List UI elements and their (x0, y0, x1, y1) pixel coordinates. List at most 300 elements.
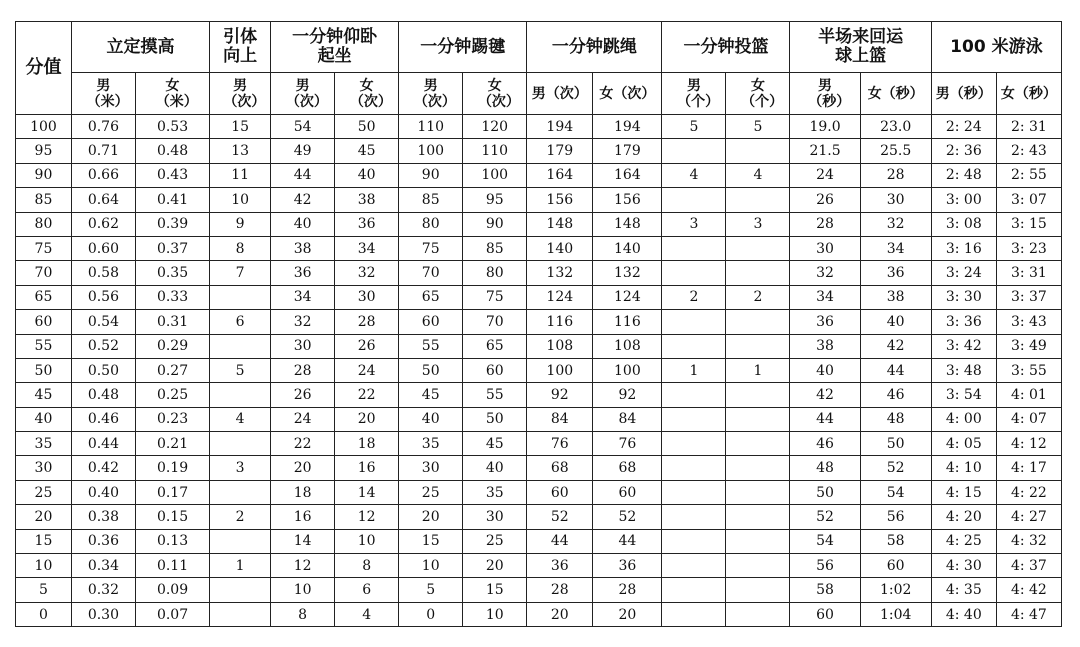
value-cell (726, 383, 790, 407)
header-sub-8 (593, 73, 662, 115)
value-cell: 7 (210, 261, 271, 285)
score-cell: 45 (16, 383, 72, 407)
table-row (16, 407, 1062, 431)
value-cell (726, 407, 790, 431)
value-cell: 0.42 (71, 456, 135, 480)
value-cell: 60 (399, 310, 463, 334)
value-cell: 108 (593, 334, 662, 358)
table-row (16, 261, 1062, 285)
value-cell: 60 (527, 480, 593, 504)
value-cell: 1 (726, 358, 790, 382)
value-cell: 0.23 (135, 407, 209, 431)
value-cell: 20 (463, 554, 527, 578)
value-cell: 60 (593, 480, 662, 504)
value-cell: 68 (527, 456, 593, 480)
value-cell: 3: 48 (931, 358, 996, 382)
header-sub-9 (662, 73, 726, 115)
value-cell: 28 (271, 358, 335, 382)
header-sub-10 (726, 73, 790, 115)
value-cell: 4: 05 (931, 432, 996, 456)
header-sub-13 (931, 73, 996, 115)
value-cell: 50 (335, 115, 399, 139)
value-cell (726, 139, 790, 163)
value-cell: 28 (335, 310, 399, 334)
value-cell: 2: 24 (931, 115, 996, 139)
value-cell: 42 (860, 334, 931, 358)
value-cell: 46 (790, 432, 860, 456)
value-cell (662, 383, 726, 407)
value-cell: 92 (527, 383, 593, 407)
value-cell: 0.15 (135, 505, 209, 529)
value-cell: 4: 32 (996, 529, 1061, 553)
value-cell: 3: 24 (931, 261, 996, 285)
value-cell: 3: 36 (931, 310, 996, 334)
value-cell: 0.50 (71, 358, 135, 382)
value-cell: 20 (271, 456, 335, 480)
value-cell (210, 285, 271, 309)
value-cell (726, 554, 790, 578)
value-cell: 0 (399, 602, 463, 626)
table-row (16, 432, 1062, 456)
value-cell: 3: 15 (996, 212, 1061, 236)
value-cell: 56 (860, 505, 931, 529)
value-cell: 124 (527, 285, 593, 309)
value-cell: 30 (399, 456, 463, 480)
header-group-1 (210, 22, 271, 73)
value-cell: 70 (399, 261, 463, 285)
value-cell: 12 (271, 554, 335, 578)
value-cell: 4: 42 (996, 578, 1061, 602)
header-sub-1 (135, 73, 209, 115)
value-cell: 30 (790, 236, 860, 260)
value-cell: 3: 37 (996, 285, 1061, 309)
value-cell (662, 334, 726, 358)
value-cell: 26 (790, 188, 860, 212)
value-cell: 34 (335, 236, 399, 260)
score-cell: 90 (16, 163, 72, 187)
value-cell: 100 (463, 163, 527, 187)
value-cell: 0.44 (71, 432, 135, 456)
value-cell (662, 261, 726, 285)
header-sub-label: 女（次） (599, 85, 656, 102)
value-cell: 0.38 (71, 505, 135, 529)
value-cell: 38 (790, 334, 860, 358)
value-cell: 3 (726, 212, 790, 236)
value-cell: 50 (399, 358, 463, 382)
header-group-5 (662, 22, 790, 73)
value-cell: 2: 36 (931, 139, 996, 163)
value-cell: 75 (463, 285, 527, 309)
value-cell: 45 (399, 383, 463, 407)
value-cell: 1:02 (860, 578, 931, 602)
value-cell: 23.0 (860, 115, 931, 139)
header-group-2 (271, 22, 399, 73)
value-cell: 48 (790, 456, 860, 480)
value-cell: 8 (210, 236, 271, 260)
score-cell: 95 (16, 139, 72, 163)
header-group-6 (790, 22, 931, 73)
value-cell: 13 (210, 139, 271, 163)
value-cell: 4: 07 (996, 407, 1061, 431)
value-cell (726, 529, 790, 553)
value-cell (662, 578, 726, 602)
value-cell: 52 (790, 505, 860, 529)
value-cell: 0.19 (135, 456, 209, 480)
value-cell: 40 (463, 456, 527, 480)
value-cell: 32 (860, 212, 931, 236)
value-cell: 10 (210, 188, 271, 212)
value-cell (726, 505, 790, 529)
value-cell: 8 (271, 602, 335, 626)
value-cell: 0.36 (71, 529, 135, 553)
value-cell: 156 (593, 188, 662, 212)
table-row (16, 212, 1062, 236)
value-cell: 0.21 (135, 432, 209, 456)
score-cell: 25 (16, 480, 72, 504)
header-group-7 (931, 22, 1061, 73)
value-cell: 38 (271, 236, 335, 260)
value-cell: 60 (463, 358, 527, 382)
header-group-label: 一分钟仰卧起坐 (292, 27, 378, 66)
value-cell (726, 602, 790, 626)
value-cell (662, 480, 726, 504)
value-cell: 0.40 (71, 480, 135, 504)
value-cell: 46 (860, 383, 931, 407)
score-cell: 40 (16, 407, 72, 431)
score-cell: 5 (16, 578, 72, 602)
header-sub-0 (71, 73, 135, 115)
value-cell: 65 (399, 285, 463, 309)
score-cell: 75 (16, 236, 72, 260)
value-cell: 120 (463, 115, 527, 139)
value-cell: 16 (271, 505, 335, 529)
value-cell: 132 (593, 261, 662, 285)
value-cell: 36 (271, 261, 335, 285)
value-cell: 0.66 (71, 163, 135, 187)
value-cell: 26 (335, 334, 399, 358)
value-cell: 3: 42 (931, 334, 996, 358)
table-row (16, 529, 1062, 553)
value-cell: 24 (790, 163, 860, 187)
value-cell: 4: 40 (931, 602, 996, 626)
table-row (16, 456, 1062, 480)
value-cell: 9 (210, 212, 271, 236)
value-cell (210, 529, 271, 553)
value-cell: 116 (527, 310, 593, 334)
table-row (16, 139, 1062, 163)
value-cell: 85 (463, 236, 527, 260)
value-cell (726, 432, 790, 456)
value-cell: 32 (271, 310, 335, 334)
table-row (16, 236, 1062, 260)
value-cell: 36 (527, 554, 593, 578)
value-cell (210, 383, 271, 407)
header-group-label: 半场来回运球上篮 (818, 27, 904, 66)
score-cell: 65 (16, 285, 72, 309)
value-cell: 4: 35 (931, 578, 996, 602)
header-sub-label: 女（米） (155, 77, 198, 110)
table-header (16, 22, 1062, 115)
score-cell: 55 (16, 334, 72, 358)
value-cell: 49 (271, 139, 335, 163)
value-cell: 4: 25 (931, 529, 996, 553)
header-group-label: 100 米游泳 (950, 36, 1043, 57)
value-cell: 15 (463, 578, 527, 602)
header-group-label: 引体向上 (223, 27, 258, 66)
value-cell: 2 (726, 285, 790, 309)
value-cell (662, 310, 726, 334)
value-cell: 194 (527, 115, 593, 139)
value-cell: 32 (790, 261, 860, 285)
header-group-4 (527, 22, 662, 73)
value-cell: 70 (463, 310, 527, 334)
value-cell: 4: 22 (996, 480, 1061, 504)
value-cell (726, 310, 790, 334)
value-cell: 140 (593, 236, 662, 260)
value-cell: 35 (463, 480, 527, 504)
header-sub-label: 男（次） (413, 77, 456, 110)
value-cell: 24 (271, 407, 335, 431)
score-cell: 80 (16, 212, 72, 236)
value-cell: 25 (399, 480, 463, 504)
value-cell: 45 (463, 432, 527, 456)
value-cell: 21.5 (790, 139, 860, 163)
value-cell: 95 (463, 188, 527, 212)
value-cell: 2 (662, 285, 726, 309)
value-cell: 3: 30 (931, 285, 996, 309)
value-cell: 76 (593, 432, 662, 456)
header-group-label: 一分钟投篮 (683, 36, 769, 57)
value-cell: 3: 49 (996, 334, 1061, 358)
value-cell: 44 (593, 529, 662, 553)
value-cell: 100 (399, 139, 463, 163)
value-cell (210, 578, 271, 602)
value-cell: 0.46 (71, 407, 135, 431)
value-cell: 132 (527, 261, 593, 285)
value-cell: 26 (271, 383, 335, 407)
value-cell: 0.58 (71, 261, 135, 285)
score-cell: 50 (16, 358, 72, 382)
value-cell: 10 (271, 578, 335, 602)
value-cell: 40 (399, 407, 463, 431)
value-cell: 22 (335, 383, 399, 407)
value-cell: 10 (335, 529, 399, 553)
header-sub-row (16, 73, 1062, 115)
score-cell: 30 (16, 456, 72, 480)
value-cell: 4: 10 (931, 456, 996, 480)
value-cell: 12 (335, 505, 399, 529)
value-cell: 10 (399, 554, 463, 578)
value-cell: 50 (790, 480, 860, 504)
value-cell: 40 (860, 310, 931, 334)
score-cell: 70 (16, 261, 72, 285)
header-sub-label: 女（次） (477, 77, 520, 110)
value-cell: 4 (726, 163, 790, 187)
value-cell: 0.35 (135, 261, 209, 285)
header-sub-label: 男（秒） (808, 77, 851, 110)
score-cell: 100 (16, 115, 72, 139)
value-cell: 4: 27 (996, 505, 1061, 529)
value-cell: 84 (527, 407, 593, 431)
value-cell: 0.56 (71, 285, 135, 309)
value-cell: 3: 54 (931, 383, 996, 407)
value-cell: 52 (593, 505, 662, 529)
value-cell: 0.71 (71, 139, 135, 163)
header-sub-14 (996, 73, 1061, 115)
value-cell: 0.31 (135, 310, 209, 334)
value-cell: 42 (790, 383, 860, 407)
value-cell (726, 261, 790, 285)
value-cell (662, 456, 726, 480)
value-cell: 54 (271, 115, 335, 139)
value-cell (726, 236, 790, 260)
value-cell: 20 (399, 505, 463, 529)
value-cell: 0.37 (135, 236, 209, 260)
value-cell: 110 (399, 115, 463, 139)
value-cell: 58 (860, 529, 931, 553)
value-cell: 3 (662, 212, 726, 236)
value-cell: 0.34 (71, 554, 135, 578)
value-cell: 8 (335, 554, 399, 578)
value-cell: 0.30 (71, 602, 135, 626)
value-cell: 4: 12 (996, 432, 1061, 456)
value-cell: 5 (726, 115, 790, 139)
value-cell: 100 (593, 358, 662, 382)
value-cell (662, 432, 726, 456)
value-cell: 0.32 (71, 578, 135, 602)
value-cell: 28 (790, 212, 860, 236)
value-cell: 0.17 (135, 480, 209, 504)
table-row (16, 505, 1062, 529)
value-cell: 11 (210, 163, 271, 187)
value-cell: 156 (527, 188, 593, 212)
table-row (16, 188, 1062, 212)
value-cell: 84 (593, 407, 662, 431)
value-cell: 1 (662, 358, 726, 382)
header-group-row (16, 22, 1062, 73)
value-cell: 42 (271, 188, 335, 212)
value-cell: 194 (593, 115, 662, 139)
value-cell: 54 (790, 529, 860, 553)
value-cell: 0.41 (135, 188, 209, 212)
value-cell: 28 (527, 578, 593, 602)
value-cell: 1:04 (860, 602, 931, 626)
header-group-label: 一分钟踢毽 (420, 36, 506, 57)
value-cell: 30 (463, 505, 527, 529)
value-cell: 164 (527, 163, 593, 187)
value-cell: 34 (271, 285, 335, 309)
value-cell: 18 (335, 432, 399, 456)
table-row (16, 163, 1062, 187)
value-cell: 164 (593, 163, 662, 187)
value-cell: 0.76 (71, 115, 135, 139)
value-cell: 92 (593, 383, 662, 407)
table-row (16, 578, 1062, 602)
value-cell (210, 432, 271, 456)
value-cell: 4: 00 (931, 407, 996, 431)
value-cell: 15 (210, 115, 271, 139)
value-cell: 4 (210, 407, 271, 431)
value-cell: 18 (271, 480, 335, 504)
value-cell: 55 (463, 383, 527, 407)
value-cell: 28 (593, 578, 662, 602)
value-cell: 108 (527, 334, 593, 358)
value-cell: 4 (335, 602, 399, 626)
value-cell: 3: 31 (996, 261, 1061, 285)
value-cell: 140 (527, 236, 593, 260)
value-cell: 3: 08 (931, 212, 996, 236)
score-cell: 35 (16, 432, 72, 456)
header-sub-label: 女（秒） (1000, 85, 1057, 102)
score-header (16, 22, 72, 115)
value-cell: 30 (860, 188, 931, 212)
value-cell: 124 (593, 285, 662, 309)
header-sub-4 (335, 73, 399, 115)
value-cell: 0.13 (135, 529, 209, 553)
value-cell: 0.07 (135, 602, 209, 626)
value-cell: 80 (399, 212, 463, 236)
table-row (16, 554, 1062, 578)
value-cell: 2: 31 (996, 115, 1061, 139)
header-group-label: 立定摸高 (106, 36, 175, 57)
header-sub-2 (210, 73, 271, 115)
value-cell: 0.60 (71, 236, 135, 260)
value-cell: 4: 01 (996, 383, 1061, 407)
value-cell: 116 (593, 310, 662, 334)
value-cell: 0.25 (135, 383, 209, 407)
value-cell: 1 (210, 554, 271, 578)
value-cell (662, 236, 726, 260)
value-cell: 68 (593, 456, 662, 480)
value-cell: 0.43 (135, 163, 209, 187)
value-cell: 4: 37 (996, 554, 1061, 578)
value-cell: 4 (662, 163, 726, 187)
value-cell: 16 (335, 456, 399, 480)
header-sub-5 (399, 73, 463, 115)
value-cell: 0.54 (71, 310, 135, 334)
header-sub-3 (271, 73, 335, 115)
score-cell: 60 (16, 310, 72, 334)
value-cell: 4: 30 (931, 554, 996, 578)
value-cell: 0.53 (135, 115, 209, 139)
value-cell: 50 (463, 407, 527, 431)
value-cell: 5 (399, 578, 463, 602)
value-cell: 75 (399, 236, 463, 260)
value-cell: 2: 55 (996, 163, 1061, 187)
value-cell: 179 (527, 139, 593, 163)
value-cell: 34 (860, 236, 931, 260)
value-cell: 3: 07 (996, 188, 1061, 212)
value-cell: 3: 00 (931, 188, 996, 212)
value-cell: 60 (790, 602, 860, 626)
value-cell: 28 (860, 163, 931, 187)
header-group-0 (71, 22, 209, 73)
header-sub-label: 男（次） (531, 85, 588, 102)
value-cell: 0.48 (71, 383, 135, 407)
value-cell: 14 (271, 529, 335, 553)
table-row (16, 334, 1062, 358)
value-cell (662, 188, 726, 212)
header-sub-6 (463, 73, 527, 115)
value-cell: 40 (271, 212, 335, 236)
value-cell: 3: 23 (996, 236, 1061, 260)
value-cell: 0.64 (71, 188, 135, 212)
value-cell: 52 (860, 456, 931, 480)
value-cell: 52 (527, 505, 593, 529)
score-cell: 0 (16, 602, 72, 626)
table-row (16, 383, 1062, 407)
value-cell: 0.29 (135, 334, 209, 358)
